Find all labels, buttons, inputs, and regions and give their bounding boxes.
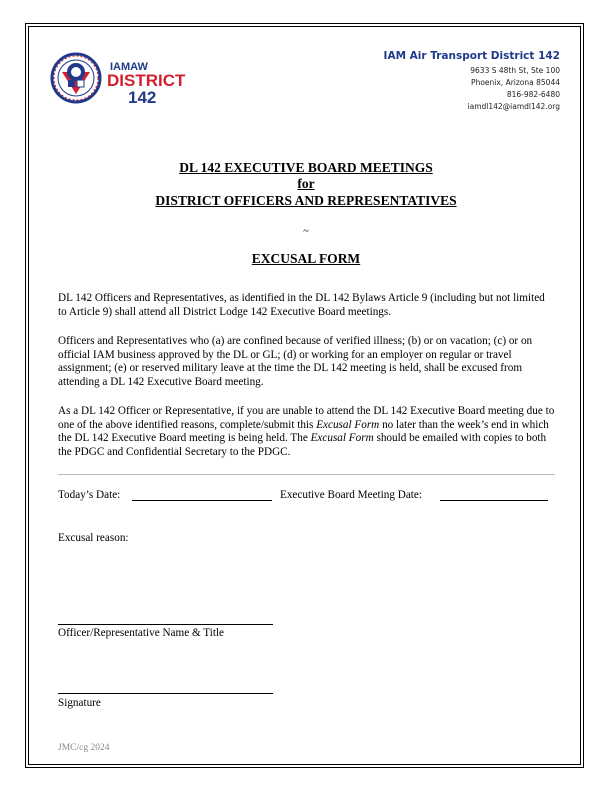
excusal-reason-field[interactable] bbox=[58, 548, 555, 618]
document-title-line-2: for bbox=[297, 176, 315, 191]
excusal-reason-label: Excusal reason: bbox=[58, 532, 129, 544]
iamaw-district-142-logo bbox=[50, 50, 200, 110]
excusal-criteria-paragraph: Officers and Representatives who (a) are confined because of verified illness; (b) or on vacation; (c) or on official IAM business approved by the DL or GL; (d) or working for an employer on regular or travel assignment; (e) or reserved military leave at the time the DL 142 meeting is held, shall be excused from attending a DL 142 Executive Board meeting. bbox=[58, 335, 533, 388]
todays-date-field[interactable] bbox=[132, 500, 272, 501]
organization-contact-block bbox=[384, 50, 560, 113]
document-title-line-1: DL 142 EXECUTIVE BOARD MEETINGS bbox=[179, 160, 433, 175]
form-name-heading: EXCUSAL FORM bbox=[251, 251, 361, 266]
email-address: iamdl142@iamdl142.org bbox=[467, 102, 560, 111]
signature-label: Signature bbox=[58, 697, 101, 709]
signature-line[interactable] bbox=[58, 693, 273, 694]
meeting-date-field[interactable] bbox=[440, 500, 548, 501]
logo-wordmark-number: 142 bbox=[128, 88, 157, 107]
address-line-1: 9633 S 48th St, Ste 100 bbox=[470, 66, 560, 75]
name-title-label: Officer/Representative Name & Title bbox=[58, 627, 225, 639]
section-divider bbox=[58, 474, 555, 475]
organization-name: IAM Air Transport District 142 bbox=[383, 50, 560, 62]
submission-text-1: As a DL 142 Officer or Representative, if you are unable to attend the DL 142 Executive Board meeting due to one of the above identified reasons, complete/submit this bbox=[58, 405, 555, 431]
logo-wordmark-top: IAMAW bbox=[110, 61, 148, 73]
todays-date-label: Today’s Date: bbox=[58, 489, 121, 501]
submission-instructions-paragraph bbox=[58, 405, 555, 459]
excusal-form-emphasis-2: Excusal Form bbox=[310, 432, 374, 444]
excusal-form-emphasis-1: Excusal Form bbox=[316, 418, 380, 431]
document-footer-initials: JMC/cg 2024 bbox=[58, 743, 110, 753]
submission-text-3: should be emailed with copies to both the PDGC and Confidential Secretary to the PDGC. bbox=[58, 432, 547, 458]
document-title-line-3: DISTRICT OFFICERS AND REPRESENTATIVES bbox=[155, 193, 457, 208]
name-title-line[interactable] bbox=[58, 624, 273, 625]
address-line-2: Phoenix, Arizona 85044 bbox=[471, 78, 560, 87]
phone-number: 816-982-6480 bbox=[506, 90, 560, 99]
page-border-inner bbox=[28, 26, 581, 765]
logo-wordmark-district: DISTRICT bbox=[107, 71, 186, 90]
title-separator: ~ bbox=[303, 226, 309, 237]
submission-text-2: no later than the week’s end in which the DL 142 Executive Board meeting is being held. The bbox=[58, 418, 549, 444]
attendance-requirement-paragraph: DL 142 Officers and Representatives, as identified in the DL 142 Bylaws Article 9 (including but not limited to Article 9) shall attend all District Lodge 142 Executive Board meetings. bbox=[58, 292, 545, 318]
meeting-date-label: Executive Board Meeting Date: bbox=[280, 489, 422, 501]
